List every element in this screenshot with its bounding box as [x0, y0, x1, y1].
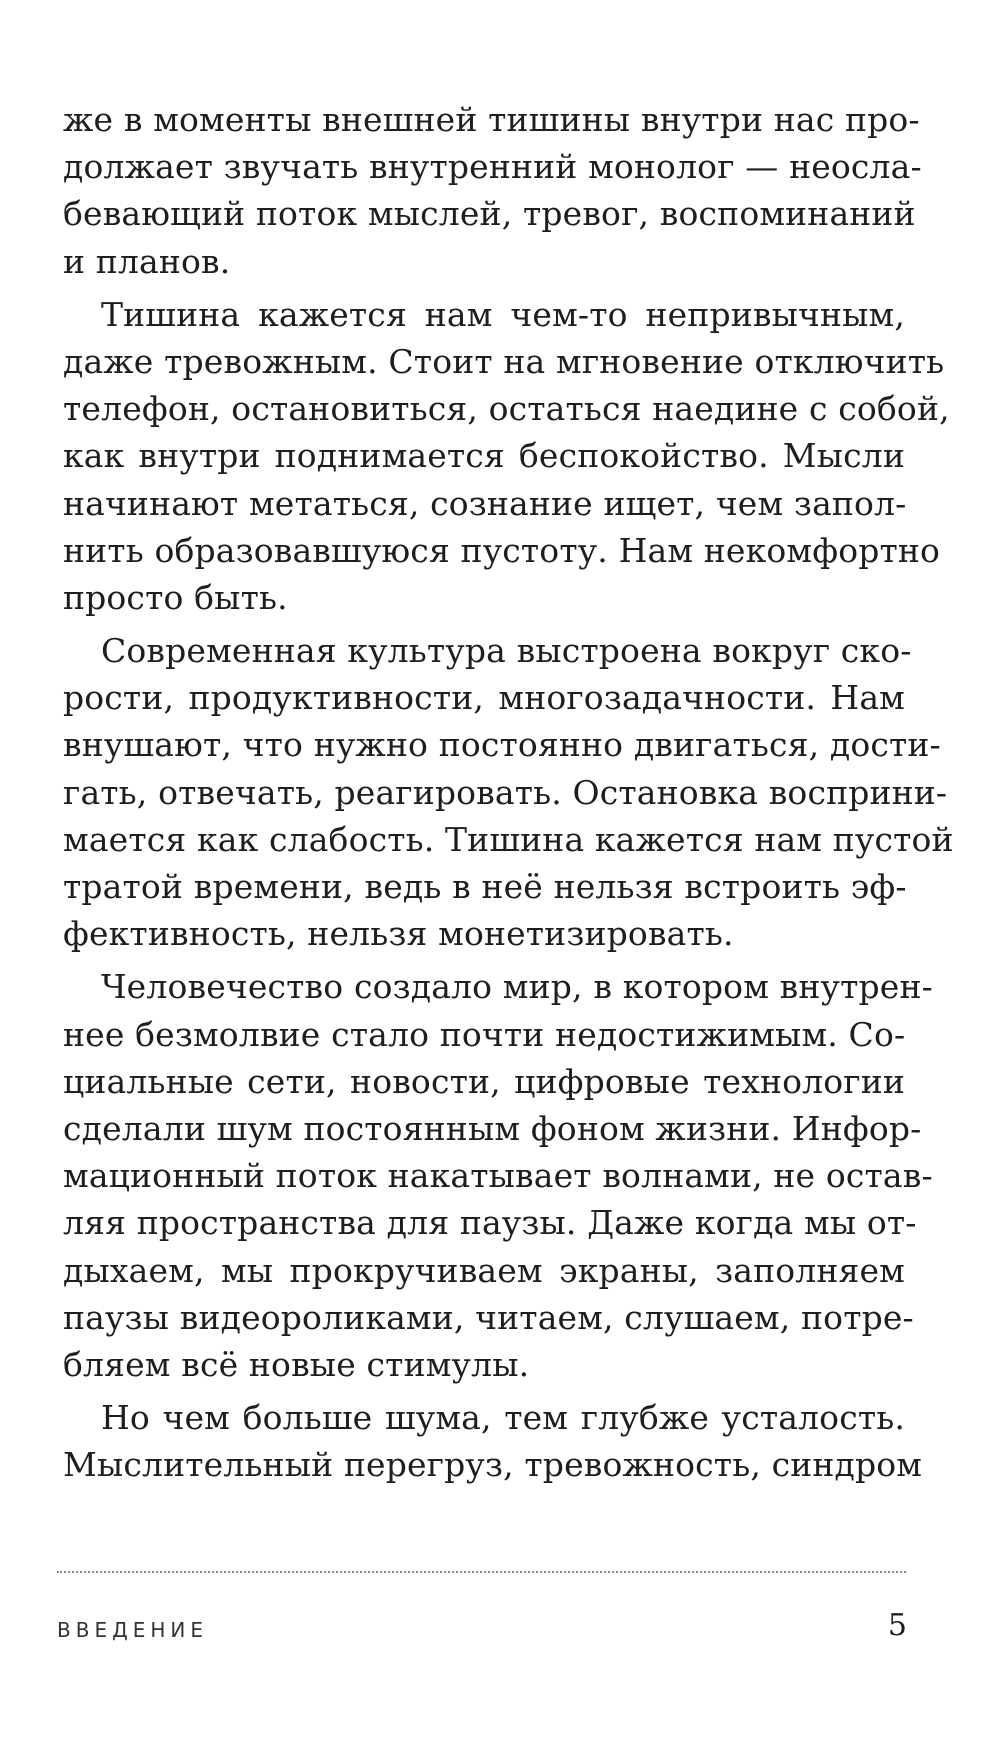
text-line: мается как слабость. Тишина кажется нам пустой [63, 819, 954, 859]
text-line: бевающий поток мыслей, тревог, воспоминаний [63, 194, 916, 234]
text-line: должает звучать внутренний монолог — неосла- [63, 147, 922, 187]
text-line: телефон, остановиться, остаться наедине с собой, [63, 389, 950, 429]
text-line: мационный поток накатывает волнами, не остав- [63, 1156, 933, 1196]
text-line: даже тревожным. Стоит на мгновение отключить [63, 341, 945, 381]
text-line: начинают метаться, сознание ищет, чем запол- [63, 483, 907, 523]
body-text [63, 96, 954, 1488]
text-line: Человечество создало мир, в котором внутрен- [101, 967, 933, 1007]
paragraph [63, 96, 922, 285]
text-line: ляя пространства для паузы. Даже когда мы от- [63, 1203, 917, 1243]
text-line: гать, отвечать, реагировать. Остановка восприни- [63, 772, 948, 812]
running-head: ВВЕДЕНИЕ [57, 1618, 208, 1642]
text-line: нее безмолвие стало почти недостижимым. Со- [63, 1014, 906, 1054]
page-number: 5 [887, 1608, 907, 1643]
text-line: Современная культура выстроена вокруг ско- [101, 631, 912, 671]
text-line: сделали шум постоянным фоном жизни. Инфор- [63, 1108, 922, 1148]
text-line: рости, продуктивности, многозадачности. Нам [63, 678, 905, 718]
text-line: паузы видеороликами, читаем, слушаем, потре- [63, 1297, 914, 1337]
paragraph [63, 291, 950, 621]
text-line: Но чем больше шума, тем глубже усталость. [101, 1398, 905, 1438]
text-line: же в моменты внешней тишины внутри нас про- [63, 100, 920, 139]
footer-divider [57, 1571, 906, 1573]
text-line: фективность, нельзя монетизировать. [63, 914, 734, 954]
text-line: бляем всё новые стимулы. [63, 1344, 530, 1384]
text-line: дыхаем, мы прокручиваем экраны, заполняем [63, 1250, 905, 1290]
text-line: тратой времени, ведь в неё нельзя встроить эф- [63, 867, 907, 906]
text-line: Тишина кажется нам чем-то непривычным, [101, 294, 905, 334]
text-line: циальные сети, новости, цифровые технологии [63, 1061, 905, 1101]
text-line: нить образовавшуюся пустоту. Нам некомфортно [63, 530, 941, 570]
text-line: и планов. [63, 241, 231, 281]
paragraph [63, 627, 954, 957]
paragraph [63, 1394, 923, 1488]
text-line: Мыслительный перегруз, тревожность, синдром [63, 1445, 923, 1485]
paragraph [63, 963, 933, 1388]
text-line: просто быть. [63, 577, 288, 617]
text-line: как внутри поднимается беспокойство. Мысли [63, 436, 905, 476]
text-line: внушают, что нужно постоянно двигаться, дости- [63, 725, 941, 765]
